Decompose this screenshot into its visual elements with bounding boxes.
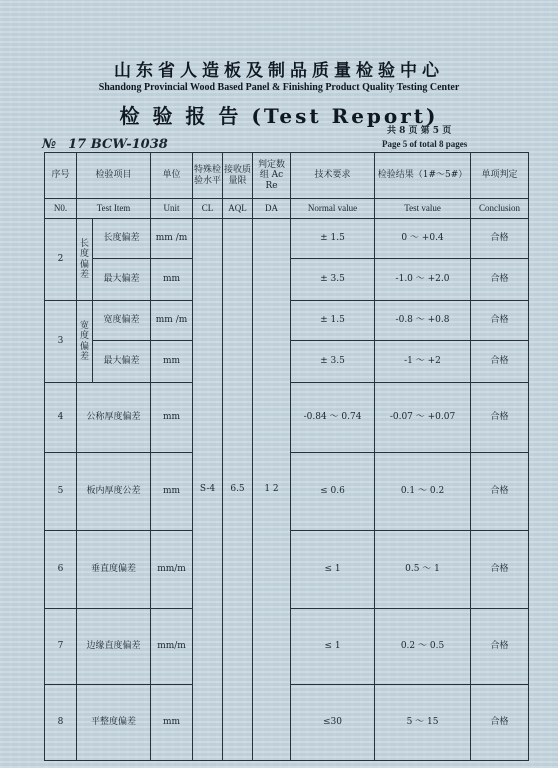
- normal-value: ≤ 0.6: [291, 453, 375, 531]
- conclusion: 合格: [471, 383, 529, 453]
- header-normal-en: Normal value: [291, 199, 375, 219]
- report-number-value: 17 BCW-1038: [68, 137, 168, 152]
- unit: mm: [151, 685, 193, 761]
- normal-value: ± 1.5: [291, 301, 375, 341]
- header-unit-en: Unit: [151, 199, 193, 219]
- header-no-en: N0.: [45, 199, 77, 219]
- page-indicator-en: Page 5 of total 8 pages: [382, 139, 468, 149]
- test-item: 平整度偏差: [77, 685, 151, 761]
- row-number: 3: [45, 301, 77, 383]
- conclusion: 合格: [471, 301, 529, 341]
- normal-value: -0.84 ～ 0.74: [291, 383, 375, 453]
- aql-value: 6.5: [223, 219, 253, 761]
- conclusion: 合格: [471, 609, 529, 685]
- cl-value: S-4: [193, 219, 223, 761]
- unit: mm/m: [151, 531, 193, 609]
- header-row-cn: [45, 153, 529, 199]
- organization-name-cn: 山东省人造板及制品质量检验中心: [114, 61, 444, 81]
- header-cl-cn: 特殊检验水平: [193, 153, 223, 199]
- header-normal-cn: 技术要求: [291, 153, 375, 199]
- unit: mm /m: [151, 219, 193, 259]
- header-aql-en: AQL: [223, 199, 253, 219]
- header-unit-cn: 单位: [151, 153, 193, 199]
- header-cl-en: CL: [193, 199, 223, 219]
- test-results-table: [44, 152, 529, 761]
- table-row: [45, 219, 529, 259]
- test-value: 0.2 ～ 0.5: [375, 609, 471, 685]
- header-row-en: [45, 199, 529, 219]
- normal-value: ≤30: [291, 685, 375, 761]
- test-item: 最大偏差: [93, 259, 151, 301]
- normal-value: ≤ 1: [291, 609, 375, 685]
- conclusion: 合格: [471, 685, 529, 761]
- conclusion: 合格: [471, 259, 529, 301]
- test-value: -1.0 ～ +2.0: [375, 259, 471, 301]
- report-number: [42, 137, 168, 152]
- test-item: 宽度偏差: [93, 301, 151, 341]
- test-item: 板内厚度公差: [77, 453, 151, 531]
- unit: mm: [151, 453, 193, 531]
- page-indicator-cn: 共 8 页 第 5 页: [387, 126, 452, 136]
- da-value: 1 2: [253, 219, 291, 761]
- header-conclusion-en: Conclusion: [471, 199, 529, 219]
- test-item: 最大偏差: [93, 341, 151, 383]
- row-number: 4: [45, 383, 77, 453]
- header-value-en: Test value: [375, 199, 471, 219]
- test-item: 边缘直度偏差: [77, 609, 151, 685]
- conclusion: 合格: [471, 531, 529, 609]
- unit: mm/m: [151, 609, 193, 685]
- row-number: 6: [45, 531, 77, 609]
- header-da-cn: 判定数组 Ac Re: [253, 153, 291, 199]
- test-value: 0.1 ～ 0.2: [375, 453, 471, 531]
- unit: mm: [151, 341, 193, 383]
- header-item-en: Test Item: [77, 199, 151, 219]
- test-item: 垂直度偏差: [77, 531, 151, 609]
- test-value: 0.5 ～ 1: [375, 531, 471, 609]
- normal-value: ± 3.5: [291, 341, 375, 383]
- test-item: 公称厚度偏差: [77, 383, 151, 453]
- report-title: 检 验 报 告 (Test Report): [119, 104, 439, 128]
- test-value: -1 ～ +2: [375, 341, 471, 383]
- group-label: 长度偏差: [77, 219, 93, 301]
- test-value: -0.8 ～ +0.8: [375, 301, 471, 341]
- normal-value: ± 1.5: [291, 219, 375, 259]
- test-value: -0.07 ～ +0.07: [375, 383, 471, 453]
- header-no-cn: 序号: [45, 153, 77, 199]
- row-number: 5: [45, 453, 77, 531]
- header-item-cn: 检验项目: [77, 153, 151, 199]
- conclusion: 合格: [471, 219, 529, 259]
- conclusion: 合格: [471, 341, 529, 383]
- unit: mm: [151, 383, 193, 453]
- unit: mm /m: [151, 301, 193, 341]
- organization-name-en: Shandong Provincial Wood Based Panel & Finishing Product Quality Testing Center: [98, 82, 460, 93]
- header-value-cn: 检验结果（1#～5#）: [375, 153, 471, 199]
- normal-value: ± 3.5: [291, 259, 375, 301]
- row-number: 7: [45, 609, 77, 685]
- row-number: 2: [45, 219, 77, 301]
- number-symbol: №: [42, 137, 57, 152]
- row-number: 8: [45, 685, 77, 761]
- test-item: 长度偏差: [93, 219, 151, 259]
- unit: mm: [151, 259, 193, 301]
- test-value: 0 ～ +0.4: [375, 219, 471, 259]
- conclusion: 合格: [471, 453, 529, 531]
- header-conclusion-cn: 单项判定: [471, 153, 529, 199]
- header-aql-cn: 接收质量限: [223, 153, 253, 199]
- test-value: 5 ～ 15: [375, 685, 471, 761]
- group-label: 宽度偏差: [77, 301, 93, 383]
- normal-value: ≤ 1: [291, 531, 375, 609]
- header-da-en: DA: [253, 199, 291, 219]
